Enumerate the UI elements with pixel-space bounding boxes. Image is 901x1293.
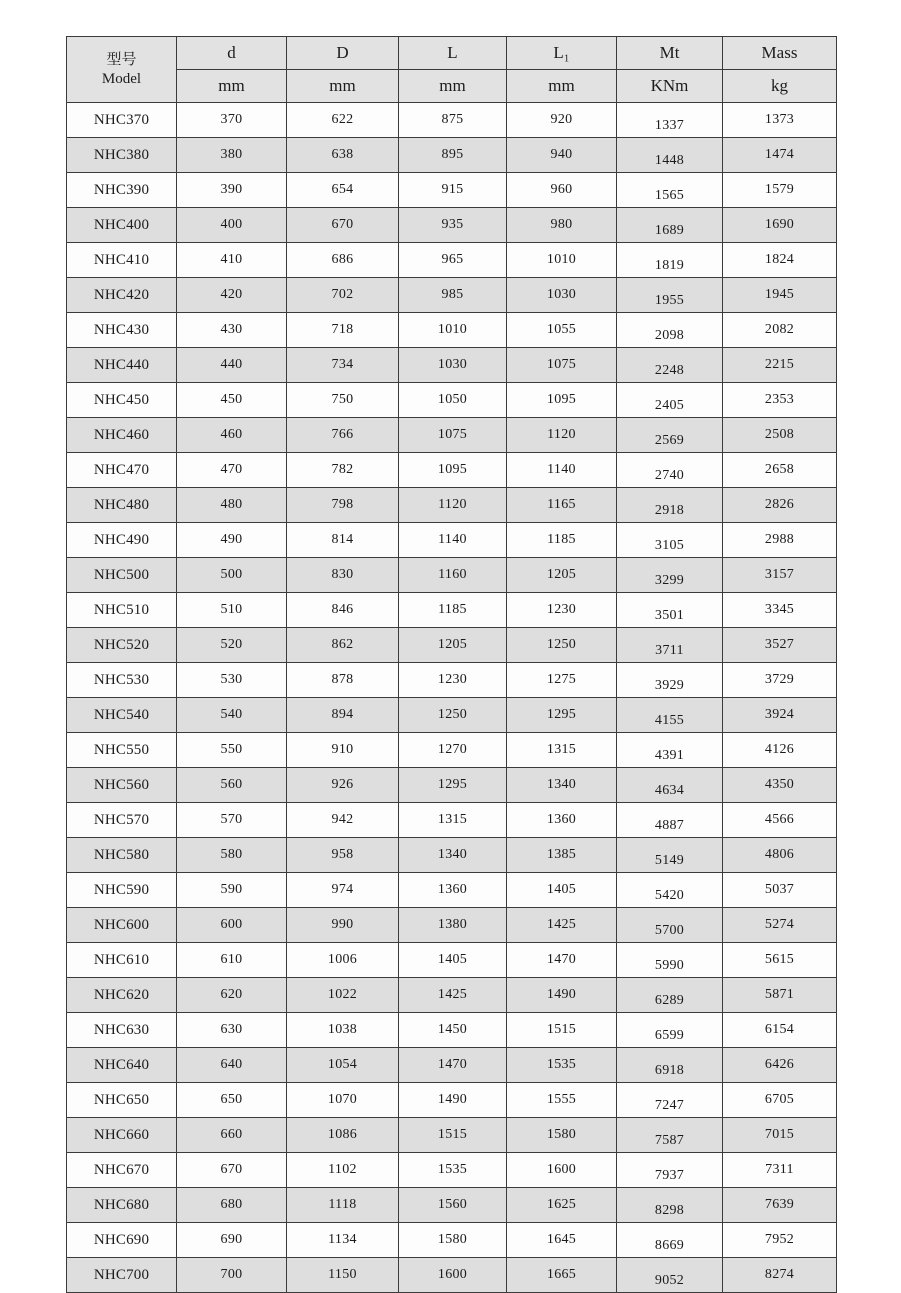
value-cell: 3345 [723,593,837,628]
value-cell: 686 [287,243,399,278]
value-cell: 750 [287,383,399,418]
value-cell: 450 [177,383,287,418]
table-row [67,1258,837,1293]
value-cell: 1075 [399,418,507,453]
value-cell: 6426 [723,1048,837,1083]
model-cell: NHC460 [67,418,177,453]
value-cell: 390 [177,173,287,208]
value-cell: 1120 [507,418,617,453]
value-cell: 1118 [287,1188,399,1223]
value-cell: 980 [507,208,617,243]
value-cell: 862 [287,628,399,663]
value-cell: 580 [177,838,287,873]
table-row [67,768,837,803]
model-cell: NHC530 [67,663,177,698]
table-header [67,37,837,103]
header-row-units [67,70,837,103]
value-cell: 1134 [287,1223,399,1258]
column-header-L: L [399,37,507,70]
value-cell: 550 [177,733,287,768]
value-cell: 7587 [617,1118,723,1153]
value-cell: 2353 [723,383,837,418]
value-cell: 380 [177,138,287,173]
model-cell: NHC400 [67,208,177,243]
value-cell: 470 [177,453,287,488]
model-cell: NHC590 [67,873,177,908]
value-cell: 7639 [723,1188,837,1223]
value-cell: 6918 [617,1048,723,1083]
model-header-en: Model [101,70,142,87]
model-cell: NHC390 [67,173,177,208]
model-cell: NHC500 [67,558,177,593]
value-cell: 942 [287,803,399,838]
value-cell: 1425 [399,978,507,1013]
value-cell: 1360 [399,873,507,908]
value-cell: 590 [177,873,287,908]
unit-header-Mass: kg [723,70,837,103]
model-cell: NHC450 [67,383,177,418]
value-cell: 420 [177,278,287,313]
value-cell: 570 [177,803,287,838]
value-cell: 2740 [617,453,723,488]
table-row [67,348,837,383]
value-cell: 8669 [617,1223,723,1258]
model-cell: NHC690 [67,1223,177,1258]
value-cell: 920 [507,103,617,138]
value-cell: 6289 [617,978,723,1013]
value-cell: 2405 [617,383,723,418]
value-cell: 814 [287,523,399,558]
value-cell: 1689 [617,208,723,243]
unit-header-Mt: KNm [617,70,723,103]
value-cell: 702 [287,278,399,313]
model-cell: NHC580 [67,838,177,873]
table-row [67,243,837,278]
value-cell: 1030 [507,278,617,313]
table-row [67,488,837,523]
value-cell: 1010 [399,313,507,348]
table-row [67,803,837,838]
value-cell: 8274 [723,1258,837,1293]
value-cell: 1070 [287,1083,399,1118]
value-cell: 670 [287,208,399,243]
value-cell: 5615 [723,943,837,978]
table-row [67,978,837,1013]
value-cell: 830 [287,558,399,593]
table-row [67,138,837,173]
value-cell: 6705 [723,1083,837,1118]
value-cell: 460 [177,418,287,453]
model-cell: NHC560 [67,768,177,803]
model-cell: NHC670 [67,1153,177,1188]
table-row [67,1048,837,1083]
value-cell: 1050 [399,383,507,418]
model-column-header [67,37,177,103]
value-cell: 660 [177,1118,287,1153]
value-cell: 878 [287,663,399,698]
value-cell: 540 [177,698,287,733]
value-cell: 2508 [723,418,837,453]
value-cell: 3929 [617,663,723,698]
value-cell: 7937 [617,1153,723,1188]
value-cell: 640 [177,1048,287,1083]
value-cell: 3729 [723,663,837,698]
value-cell: 530 [177,663,287,698]
value-cell: 6154 [723,1013,837,1048]
value-cell: 1470 [507,943,617,978]
column-header-Mt: Mt [617,37,723,70]
value-cell: 2082 [723,313,837,348]
value-cell: 6599 [617,1013,723,1048]
value-cell: 2098 [617,313,723,348]
model-cell: NHC490 [67,523,177,558]
value-cell: 5990 [617,943,723,978]
value-cell: 718 [287,313,399,348]
value-cell: 910 [287,733,399,768]
value-cell: 2215 [723,348,837,383]
value-cell: 3711 [617,628,723,663]
value-cell: 7015 [723,1118,837,1153]
model-cell: NHC370 [67,103,177,138]
value-cell: 4634 [617,768,723,803]
value-cell: 3924 [723,698,837,733]
value-cell: 734 [287,348,399,383]
value-cell: 1095 [399,453,507,488]
value-cell: 680 [177,1188,287,1223]
value-cell: 1535 [507,1048,617,1083]
value-cell: 5149 [617,838,723,873]
value-cell: 1385 [507,838,617,873]
table-row [67,1188,837,1223]
value-cell: 1625 [507,1188,617,1223]
value-cell: 940 [507,138,617,173]
model-cell: NHC430 [67,313,177,348]
value-cell: 480 [177,488,287,523]
value-cell: 1580 [399,1223,507,1258]
value-cell: 1150 [287,1258,399,1293]
table-body [67,103,837,1293]
table-row [67,838,837,873]
value-cell: 1055 [507,313,617,348]
value-cell: 1030 [399,348,507,383]
value-cell: 1579 [723,173,837,208]
value-cell: 620 [177,978,287,1013]
value-cell: 1270 [399,733,507,768]
value-cell: 1560 [399,1188,507,1223]
table-row [67,173,837,208]
value-cell: 798 [287,488,399,523]
table-row [67,1153,837,1188]
table-row [67,418,837,453]
model-cell: NHC380 [67,138,177,173]
value-cell: 5274 [723,908,837,943]
unit-header-D: mm [287,70,399,103]
value-cell: 1425 [507,908,617,943]
model-cell: NHC540 [67,698,177,733]
value-cell: 1230 [507,593,617,628]
value-cell: 915 [399,173,507,208]
value-cell: 4887 [617,803,723,838]
value-cell: 1185 [399,593,507,628]
value-cell: 1665 [507,1258,617,1293]
value-cell: 1600 [507,1153,617,1188]
value-cell: 2826 [723,488,837,523]
value-cell: 3299 [617,558,723,593]
value-cell: 600 [177,908,287,943]
value-cell: 510 [177,593,287,628]
value-cell: 1645 [507,1223,617,1258]
value-cell: 2658 [723,453,837,488]
model-cell: NHC520 [67,628,177,663]
value-cell: 1955 [617,278,723,313]
table-row [67,103,837,138]
value-cell: 430 [177,313,287,348]
column-header-L1: L₁ [507,37,617,70]
value-cell: 440 [177,348,287,383]
value-cell: 1295 [399,768,507,803]
value-cell: 4350 [723,768,837,803]
table-row [67,453,837,488]
value-cell: 1102 [287,1153,399,1188]
value-cell: 1315 [399,803,507,838]
value-cell: 1022 [287,978,399,1013]
value-cell: 654 [287,173,399,208]
value-cell: 630 [177,1013,287,1048]
value-cell: 560 [177,768,287,803]
unit-header-L1: mm [507,70,617,103]
value-cell: 1205 [399,628,507,663]
value-cell: 1337 [617,103,723,138]
value-cell: 1054 [287,1048,399,1083]
model-cell: NHC660 [67,1118,177,1153]
value-cell: 782 [287,453,399,488]
value-cell: 1490 [399,1083,507,1118]
value-cell: 638 [287,138,399,173]
spec-table [66,36,837,1293]
value-cell: 1600 [399,1258,507,1293]
model-cell: NHC700 [67,1258,177,1293]
value-cell: 1140 [399,523,507,558]
value-cell: 9052 [617,1258,723,1293]
table-row [67,908,837,943]
value-cell: 895 [399,138,507,173]
value-cell: 490 [177,523,287,558]
value-cell: 1275 [507,663,617,698]
value-cell: 5420 [617,873,723,908]
table-row [67,1083,837,1118]
model-cell: NHC630 [67,1013,177,1048]
value-cell: 7247 [617,1083,723,1118]
value-cell: 1819 [617,243,723,278]
value-cell: 1165 [507,488,617,523]
model-cell: NHC480 [67,488,177,523]
unit-header-L: mm [399,70,507,103]
value-cell: 1565 [617,173,723,208]
value-cell: 700 [177,1258,287,1293]
value-cell: 410 [177,243,287,278]
value-cell: 1120 [399,488,507,523]
value-cell: 894 [287,698,399,733]
value-cell: 935 [399,208,507,243]
value-cell: 690 [177,1223,287,1258]
model-header-cn: 型号 [106,51,137,68]
table-row [67,278,837,313]
value-cell: 1295 [507,698,617,733]
value-cell: 5871 [723,978,837,1013]
value-cell: 1450 [399,1013,507,1048]
model-cell: NHC610 [67,943,177,978]
model-cell: NHC640 [67,1048,177,1083]
value-cell: 1038 [287,1013,399,1048]
model-cell: NHC420 [67,278,177,313]
value-cell: 926 [287,768,399,803]
value-cell: 958 [287,838,399,873]
value-cell: 1470 [399,1048,507,1083]
value-cell: 990 [287,908,399,943]
value-cell: 2569 [617,418,723,453]
value-cell: 1535 [399,1153,507,1188]
table-row [67,663,837,698]
table-row [67,1223,837,1258]
value-cell: 400 [177,208,287,243]
value-cell: 3157 [723,558,837,593]
value-cell: 5700 [617,908,723,943]
model-cell: NHC410 [67,243,177,278]
model-cell: NHC570 [67,803,177,838]
value-cell: 1140 [507,453,617,488]
value-cell: 1185 [507,523,617,558]
value-cell: 7311 [723,1153,837,1188]
column-header-Mass: Mass [723,37,837,70]
value-cell: 1095 [507,383,617,418]
table-row [67,943,837,978]
value-cell: 1230 [399,663,507,698]
value-cell: 1945 [723,278,837,313]
table-row [67,733,837,768]
model-cell: NHC620 [67,978,177,1013]
value-cell: 1340 [507,768,617,803]
value-cell: 1373 [723,103,837,138]
model-cell: NHC470 [67,453,177,488]
value-cell: 985 [399,278,507,313]
model-cell: NHC440 [67,348,177,383]
table-row [67,873,837,908]
value-cell: 500 [177,558,287,593]
model-cell: NHC600 [67,908,177,943]
value-cell: 1580 [507,1118,617,1153]
table-row [67,313,837,348]
value-cell: 1010 [507,243,617,278]
table-row [67,383,837,418]
value-cell: 3105 [617,523,723,558]
value-cell: 1250 [399,698,507,733]
header-row-symbols [67,37,837,70]
value-cell: 1250 [507,628,617,663]
value-cell: 2248 [617,348,723,383]
value-cell: 1340 [399,838,507,873]
table-row [67,628,837,663]
value-cell: 4806 [723,838,837,873]
table-row [67,593,837,628]
value-cell: 2988 [723,523,837,558]
value-cell: 1555 [507,1083,617,1118]
table-row [67,698,837,733]
value-cell: 7952 [723,1223,837,1258]
value-cell: 1205 [507,558,617,593]
value-cell: 4391 [617,733,723,768]
value-cell: 4155 [617,698,723,733]
value-cell: 1160 [399,558,507,593]
value-cell: 610 [177,943,287,978]
value-cell: 1515 [507,1013,617,1048]
table-row [67,1118,837,1153]
value-cell: 1448 [617,138,723,173]
value-cell: 520 [177,628,287,663]
table-row [67,523,837,558]
value-cell: 1690 [723,208,837,243]
value-cell: 1515 [399,1118,507,1153]
value-cell: 650 [177,1083,287,1118]
model-cell: NHC650 [67,1083,177,1118]
value-cell: 3501 [617,593,723,628]
value-cell: 1490 [507,978,617,1013]
value-cell: 1315 [507,733,617,768]
value-cell: 1405 [399,943,507,978]
value-cell: 960 [507,173,617,208]
value-cell: 2918 [617,488,723,523]
value-cell: 1824 [723,243,837,278]
value-cell: 3527 [723,628,837,663]
value-cell: 974 [287,873,399,908]
value-cell: 370 [177,103,287,138]
table-row [67,558,837,593]
value-cell: 846 [287,593,399,628]
table-row [67,1013,837,1048]
model-cell: NHC550 [67,733,177,768]
model-cell: NHC680 [67,1188,177,1223]
value-cell: 8298 [617,1188,723,1223]
value-cell: 4566 [723,803,837,838]
column-header-d: d [177,37,287,70]
value-cell: 4126 [723,733,837,768]
unit-header-d: mm [177,70,287,103]
value-cell: 766 [287,418,399,453]
value-cell: 1360 [507,803,617,838]
value-cell: 1474 [723,138,837,173]
value-cell: 1405 [507,873,617,908]
model-cell: NHC510 [67,593,177,628]
value-cell: 965 [399,243,507,278]
value-cell: 1075 [507,348,617,383]
column-header-D: D [287,37,399,70]
value-cell: 622 [287,103,399,138]
value-cell: 5037 [723,873,837,908]
value-cell: 1086 [287,1118,399,1153]
value-cell: 670 [177,1153,287,1188]
value-cell: 1380 [399,908,507,943]
table-row [67,208,837,243]
value-cell: 875 [399,103,507,138]
value-cell: 1006 [287,943,399,978]
